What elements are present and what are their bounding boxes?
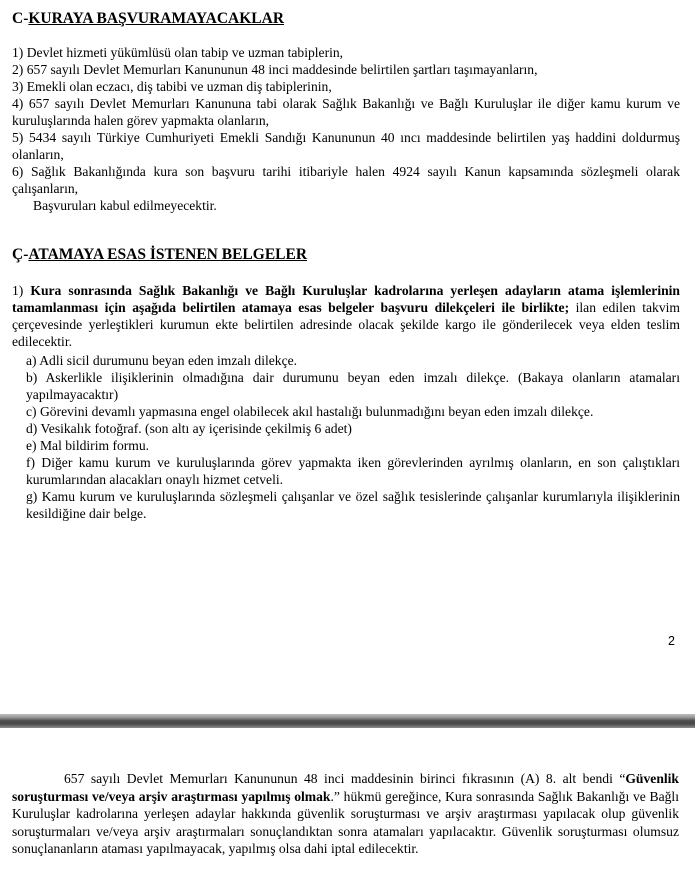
list-item: c) Görevini devamlı yapmasına engel olabilecek akıl hastalığı bulunmadığını beyan eden imzalı dilekçe. (26, 404, 594, 419)
list-item: 2) 657 sayılı Devlet Memurları Kanununun 48 inci maddesinde belirtilen şartları taşımayanların, (12, 62, 538, 77)
list-item: g) Kamu kurum ve kuruluşlarında sözleşmeli çalışanlar ve özel sağlık tesislerinde çalışanlar kurumlarıyla ilişiklerinin kesildiğine dair belge. (26, 489, 680, 521)
paragraph-text-before: 657 sayılı Devlet Memurları Kanununun 48 inci maddesinin birinci fıkrasının (A) 8. alt bendi “ (64, 771, 626, 786)
section-c-closing: Başvuruları kabul edilmeyecektir. (33, 198, 217, 213)
list-item: f) Diğer kamu kurum ve kuruluşlarında görev yapmakta iken görevlerinden ayrılmış olanların, en son çalıştıkları kurumlarından alacakları onaylı hizmet cetveli. (26, 455, 680, 487)
section-cc-prefix: Ç- (12, 246, 29, 263)
section-cc-intro (12, 282, 680, 350)
section-cc-title: ATAMAYA ESAS İSTENEN BELGELER (28, 246, 308, 263)
list-item: a) Adli sicil durumunu beyan eden imzalı dilekçe. (26, 353, 298, 368)
section-c-title: KURAYA BAŞVURAMAYACAKLAR (28, 10, 285, 27)
list-item: 1) Devlet hizmeti yükümlüsü olan tabip ve uzman tabiplerin, (12, 45, 344, 60)
document-page-2 (0, 728, 695, 886)
paragraph-text-after: .” hükmü gereğince, Kura sonrasında Sağlık Bakanlığı ve Bağlı Kuruluşlar kadrolarına yerleşen adaylar hakkında güvenlik soruşturması ve arşiv araştırması yapılacak olup güvenlik soruşturmaları ve/veya arşiv araştırmaları sonuçlandıktan sonra atamaları yapılacaktır. Güvenlik soruşturması olumsuz sonuçlananların ataması yapılmayacak, yapılmış olsa dahi iptal edilecektir. (12, 788, 679, 856)
page-number: 2 (668, 634, 675, 648)
section-c-prefix: C- (12, 10, 29, 27)
list-item: b) Askerlikle ilişiklerinin olmadığına dair durumunu beyan eden imzalı dilekçe. (Bakaya olanların atamaları yapılmayacaktır) (26, 370, 680, 402)
section-c-list (12, 44, 680, 214)
intro-bold-text: Kura sonrasında Sağlık Bakanlığı ve Bağlı Kuruluşlar kadrolarına yerleşen adayların atama işlemlerinin tamamlanması için aşağıda belirtilen atamaya esas belgeler başvuru dilekçeleri ile birlikte; (12, 283, 680, 315)
list-item: e) Mal bildirim formu. (26, 438, 150, 453)
list-item: 3) Emekli olan eczacı, diş tabibi ve uzman diş tabiplerinin, (12, 79, 332, 94)
section-cc-list (12, 352, 680, 522)
paragraph-bold-quote: Güvenlik soruşturması ve/veya arşiv araştırması yapılmış olmak (12, 771, 679, 804)
list-item: 5) 5434 sayılı Türkiye Cumhuriyeti Emekli Sandığı Kanununun 40 ıncı maddesinde belirtilen yaş haddini doldurmuş olanların, (12, 130, 680, 162)
section-cc-heading (12, 246, 307, 264)
security-investigation-paragraph (12, 770, 679, 858)
section-c-heading (12, 10, 284, 28)
intro-number: 1) (12, 283, 31, 298)
list-item: 4) 657 sayılı Devlet Memurları Kanununa tabi olarak Sağlık Bakanlığı ve Bağlı Kuruluşlar ile diğer kamu kurum ve kuruluşlarında halen görev yapmakta olanların, (12, 96, 680, 128)
list-item: d) Vesikalık fotoğraf. (son altı ay içerisinde çekilmiş 6 adet) (26, 421, 352, 436)
page-separator (0, 714, 695, 728)
intro-rest-text: ilan edilen takvim çerçevesinde yerleştikleri kurumun ekte belirtilen adresinde olacak şekilde kargo ile gönderilecek veya elden teslim edilecektir. (12, 300, 680, 349)
section-cc-body (12, 282, 680, 522)
list-item: 6) Sağlık Bakanlığında kura son başvuru tarihi itibariyle halen 4924 sayılı Kanun kapsamında sözleşmeli olarak çalışanların, (12, 164, 680, 196)
